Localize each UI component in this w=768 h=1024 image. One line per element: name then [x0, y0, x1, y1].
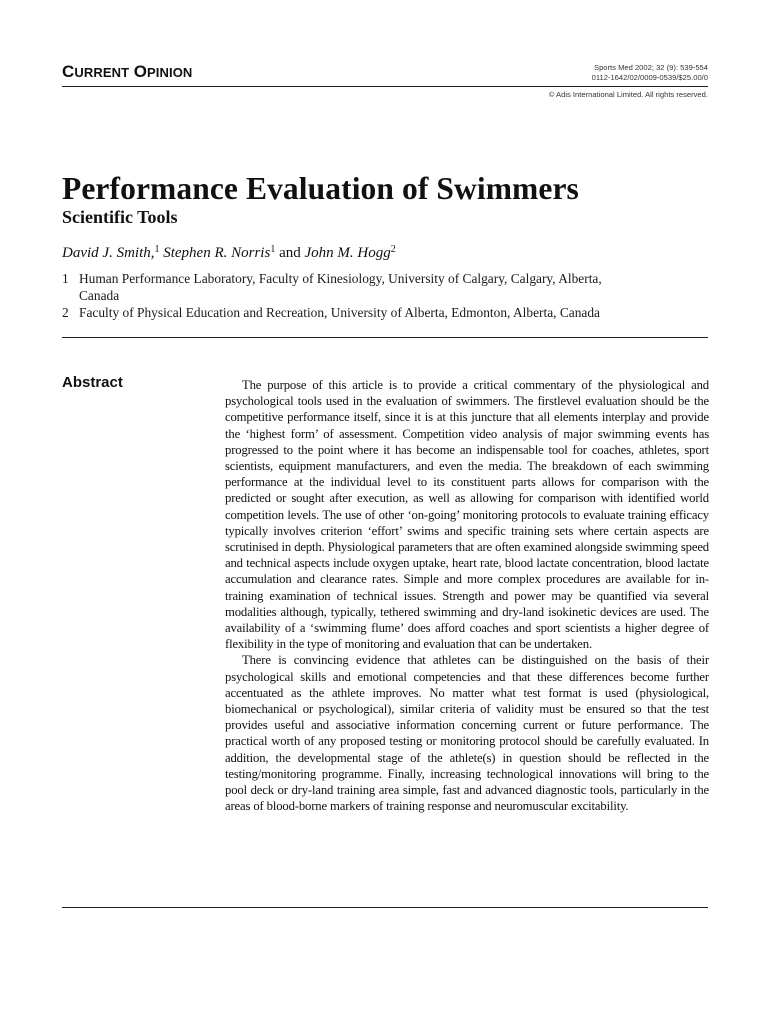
author-name: Stephen R. Norris: [163, 245, 271, 261]
article-title: Performance Evaluation of Swimmers: [62, 171, 579, 206]
abstract-paragraph: There is convincing evidence that athletes can be distinguished on the basis of their psychological skills and emotional competencies and that these differences become further accentuated as the athlete improves. No matter what test format is used (physiological, biomechanical or psychological), similar criteria of validity must be ensured so that the test provides useful and associative information concerning current or future performance. The practical worth of any proposed testing or monitoring protocol should be carefully evaluated. In addition, the developmental stage of the athlete(s) in question should be reflected in the testing/monitoring programme. Finally, increasing technological innovations will bring to the pool deck or dry-land training area simple, fast and advanced diagnostic tools, particularly in the areas of blood-borne markers of training response and neuromuscular excitability.: [225, 653, 709, 814]
affiliation: [62, 304, 712, 321]
affiliation-marker: 1: [154, 244, 160, 255]
affiliation-marker: 2: [390, 244, 396, 255]
author-name: David J. Smith,: [62, 245, 155, 261]
journal-label-rest: URRENT: [74, 65, 130, 80]
journal-label-initial: C: [62, 62, 75, 81]
affiliation-marker: 1: [270, 244, 276, 255]
citation: Sports Med 2002; 32 (9): 539-554: [594, 63, 708, 72]
author-name: John M. Hogg: [304, 245, 391, 261]
article-subtitle: Scientific Tools: [62, 207, 178, 227]
journal-section-label: [62, 62, 192, 82]
abstract-body: [225, 377, 709, 814]
author-connector: and: [279, 245, 301, 261]
abstract-heading: Abstract: [62, 374, 123, 391]
section-rule-top: [62, 337, 708, 338]
affiliation-number: 2: [62, 305, 69, 320]
affiliation-text: Faculty of Physical Education and Recreation, University of Alberta, Edmonton, Alberta, Canada: [79, 305, 600, 320]
copyright: © Adis International Limited. All rights reserved.: [548, 90, 708, 99]
journal-label-rest: PINION: [147, 65, 193, 80]
affiliation-list: [62, 270, 712, 321]
citation-block: [592, 63, 708, 83]
author-list: [62, 244, 396, 262]
affiliation-text: Human Performance Laboratory, Faculty of Kinesiology, University of Calgary, Calgary, Alberta, Canada: [79, 271, 602, 303]
header-rule: [62, 86, 708, 87]
section-rule-bottom: [62, 907, 708, 908]
abstract-paragraph: The purpose of this article is to provide a critical commentary of the physiological and psychological tools used in the evaluation of swimmers. The firstlevel evaluation should be the competitive performance itself, since it is at this juncture that all elements interplay and provide the ‘highest form’ of assessment. Competition video analysis of major swimming events has progressed to the point where it has become an indispensable tool for coaches, athletes, sport scientists, equipment manufacturers, and even the media. The breakdown of each swimming performance at the individual level to its constituent parts allows for comparison with the predicted or sought after execution, as well as allowing for comparison with identified world competition levels. The use of other ‘on-going’ monitoring protocols to evaluate training efficacy typically involves criterion ‘effort’ swims and specific training sets where certain aspects are scrutinised in depth. Physiological parameters that are often examined alongside swimming speed and technical aspects include oxygen uptake, heart rate, blood lactate concentration, blood lactate accumulation and clearance rates. Simple and more complex procedures are available for in-training examination of technical issues. Strength and power may be quantified via several modalities although, typically, tethered swimming and dry-land isokinetic devices are used. The availability of a ‘swimming flume’ does afford coaches and sport scientists a higher degree of flexibility in the type of monitoring and evaluation that can be undertaken.: [225, 378, 709, 652]
affiliation: [62, 270, 712, 304]
journal-label-initial: O: [133, 62, 148, 81]
affiliation-number: 1: [62, 271, 69, 286]
issn: 0112-1642/02/0009-0539/$25.00/0: [591, 73, 708, 82]
